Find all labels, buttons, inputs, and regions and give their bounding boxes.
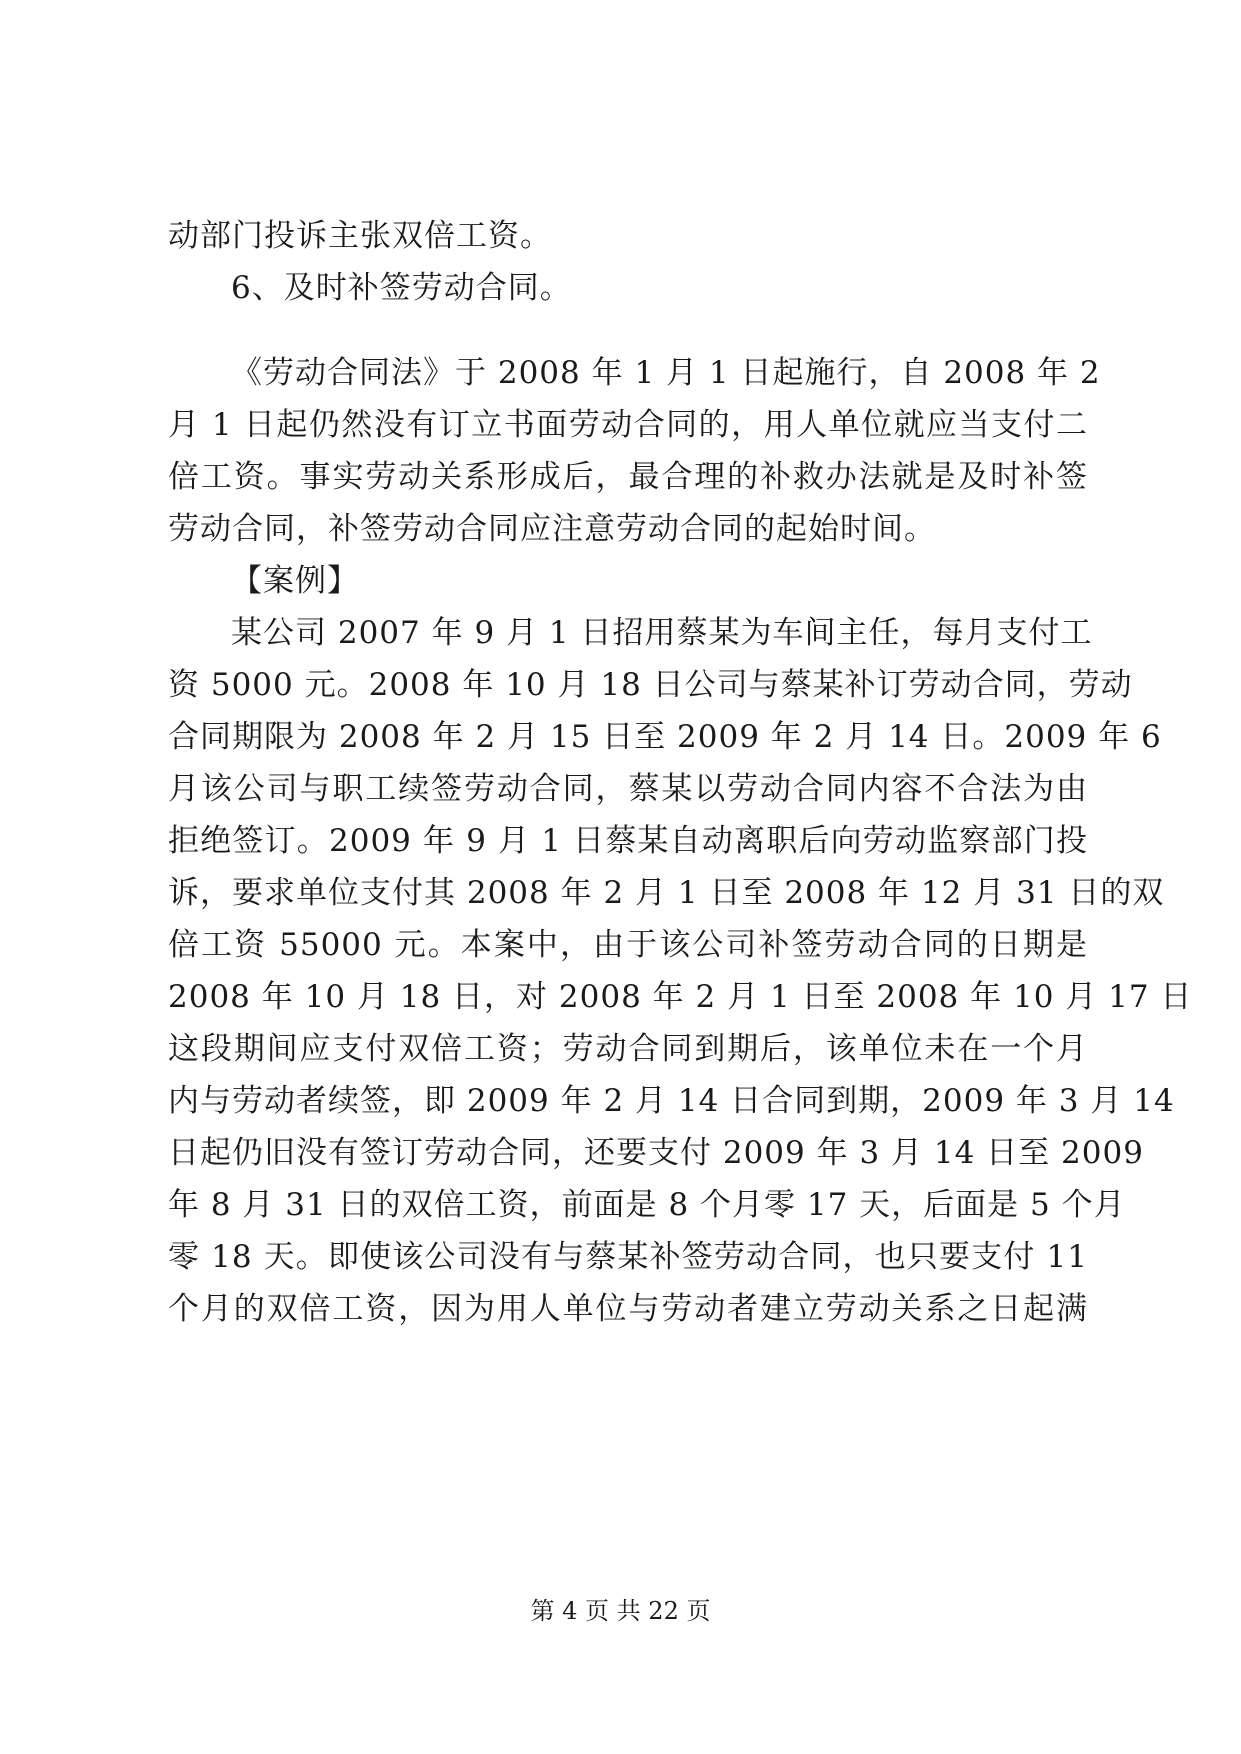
paragraph-line: 倍工资。事实劳动关系形成后，最合理的补救办法就是及时补签 [168,459,1088,495]
paragraph-line: 《劳动合同法》于 2008 年 1 月 1 日起施行，自 2008 年 2 [231,355,1101,391]
paragraph-line: 日起仍旧没有签订劳动合同，还要支付 2009 年 3 月 14 日至 2009 [168,1135,1144,1171]
paragraph-line: 合同期限为 2008 年 2 月 15 日至 2009 年 2 月 14 日。2009 年 6 [168,719,1162,755]
paragraph-line: 资 5000 元。2008 年 10 月 18 日公司与蔡某补订劳动合同，劳动 [168,667,1133,703]
paragraph-line: 拒绝签订。2009 年 9 月 1 日蔡某自动离职后向劳动监察部门投 [168,823,1088,859]
paragraph-line: 零 18 天。即使该公司没有与蔡某补签劳动合同，也只要支付 11 [168,1239,1088,1275]
paragraph-line: 内与劳动者续签，即 2009 年 2 月 14 日合同到期，2009 年 3 月 14 [168,1083,1175,1119]
paragraph-line: 月 1 日起仍然没有订立书面劳动合同的，用人单位就应当支付二 [168,407,1088,443]
paragraph-line: 某公司 2007 年 9 月 1 日招用蔡某为车间主任，每月支付工 [231,615,1093,651]
paragraph-line: 劳动合同，补签劳动合同应注意劳动合同的起始时间。 [168,511,936,547]
paragraph-line: 倍工资 55000 元。本案中，由于该公司补签劳动合同的日期是 [168,927,1088,963]
paragraph-line: 月该公司与职工续签劳动合同，蔡某以劳动合同内容不合法为由 [168,771,1088,807]
paragraph-line: 诉，要求单位支付其 2008 年 2 月 1 日至 2008 年 12 月 31 日的双 [168,875,1165,911]
paragraph-line: 年 8 月 31 日的双倍工资，前面是 8 个月零 17 天，后面是 5 个月 [168,1187,1126,1223]
paragraph-line: 动部门投诉主张双倍工资。 [168,218,552,254]
paragraph-line: 个月的双倍工资，因为用人单位与劳动者建立劳动关系之日起满 [168,1291,1088,1327]
case-heading: 【案例】 [231,563,359,599]
paragraph-line: 2008 年 10 月 18 日，对 2008 年 2 月 1 日至 2008 年 10 月 17 日 [168,979,1193,1015]
page-number-footer: 第 4 页 共 22 页 [530,1597,711,1625]
paragraph-line: 这段期间应支付双倍工资；劳动合同到期后，该单位未在一个月 [168,1031,1088,1067]
section-heading: 6、及时补签劳动合同。 [231,270,572,306]
